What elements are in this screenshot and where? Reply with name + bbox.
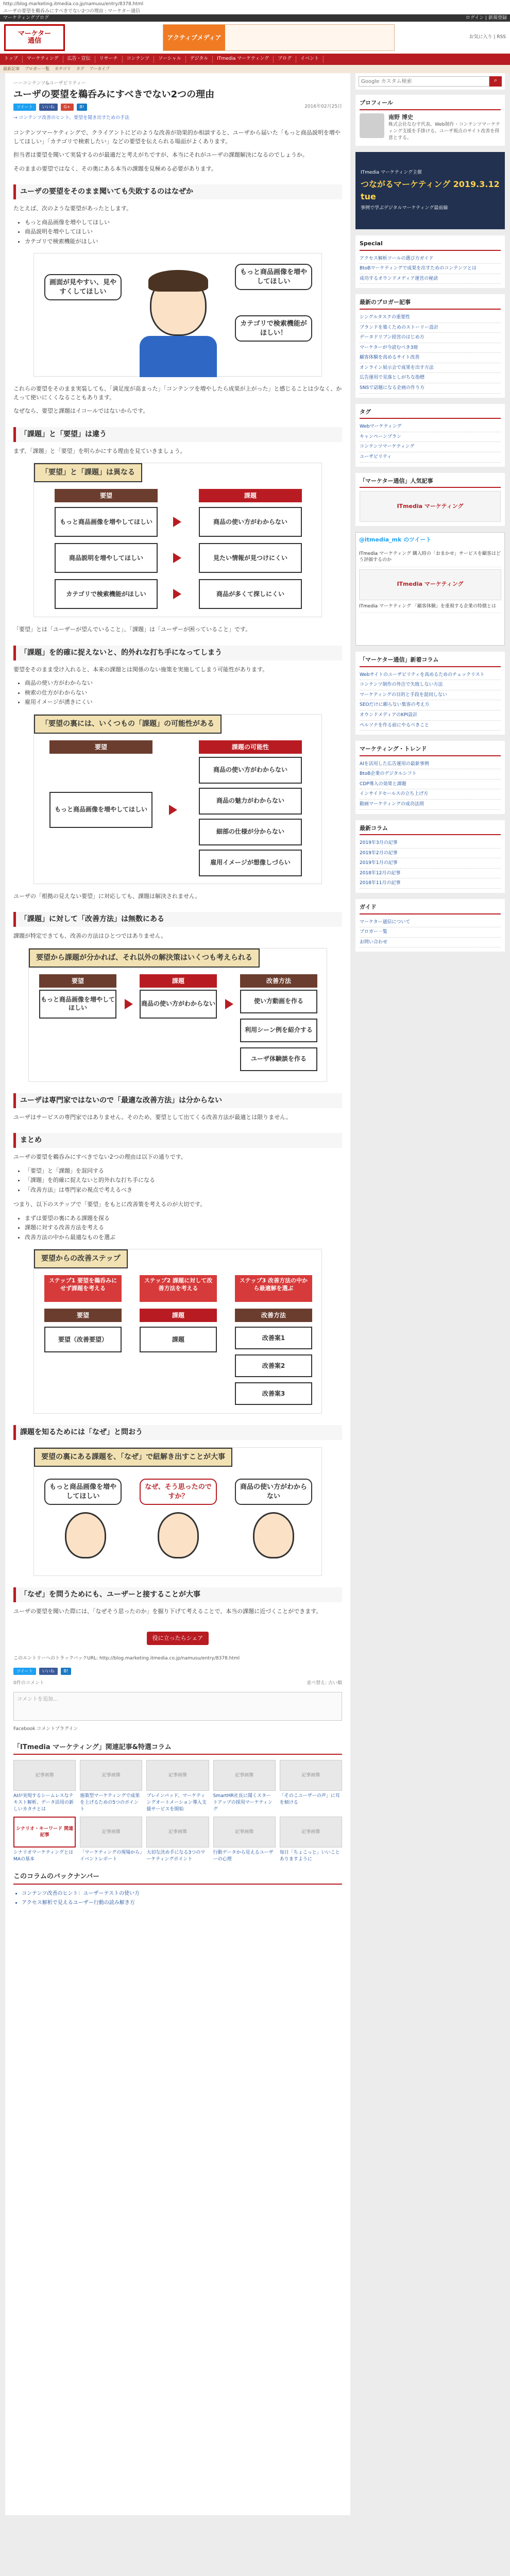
related-thumb: 記事画像 <box>213 1760 276 1791</box>
fix-cell: 改善案2 <box>235 1354 312 1377</box>
like-button[interactable]: いいね <box>39 1668 58 1675</box>
column-head: 課題 <box>140 1309 217 1322</box>
related-text: シナリオマーケティングとはMAの基本 <box>13 1850 74 1862</box>
column-head-issues: 課題 <box>199 489 302 502</box>
nav-item[interactable]: マーケティング <box>23 56 63 63</box>
column-link[interactable]: ペルソナを作る前にやるべきこと <box>360 721 501 731</box>
widget-title: Special <box>360 240 501 251</box>
issue-cell: 商品の使い方がわからない <box>140 990 217 1019</box>
list-item: • 「要望」と「課題」を混同する <box>25 1167 342 1176</box>
facebook-plugin[interactable]: Facebook コメントプラグイン <box>13 1726 78 1732</box>
fix-cell: 改善案1 <box>235 1327 312 1349</box>
related-thumb: 記事画像 <box>80 1760 142 1791</box>
trend-link[interactable]: BtoB企業のデジタルシフト <box>360 769 501 779</box>
related-item[interactable] <box>280 1760 342 1812</box>
related-thumb: 記事画像 <box>146 1817 209 1848</box>
want-cell: 要望（改善要望） <box>44 1327 122 1352</box>
subnav-item[interactable]: カテゴリ <box>55 66 71 71</box>
side-ad-big: つながるマーケティング 2019.3.12 tue <box>361 179 500 202</box>
list-item: • 「課題」を的確に捉えないと的外れな打ち手になる <box>25 1176 342 1185</box>
related-text: 大切な決め手になる3つのマーケティングポイント <box>146 1850 206 1862</box>
column-head-want: 要望 <box>49 740 152 754</box>
guide-widget <box>355 899 505 952</box>
figure-fix-methods <box>28 948 327 1082</box>
header-ad[interactable] <box>163 24 395 51</box>
gplus-button[interactable]: G+ <box>61 104 74 111</box>
paragraph: コンテンツマーケティングで、クライアントにどのような改善が効果的か相談すると、ユーザから届いた「もっと商品説明を増やしてほしい」「カテゴリで検索したい」などの要望を伝えられる場面がよくあります。 <box>13 129 341 145</box>
header-links[interactable]: お気に入り | RSS <box>469 35 506 40</box>
paragraph: ユーザの「根拠の見えない要望」に対応しても、課題は解決されません。 <box>13 892 201 900</box>
latest-link[interactable]: SNSで話題になる企画の作り方 <box>360 383 501 394</box>
archive-link[interactable]: 2018年11月の記事 <box>360 878 501 889</box>
arrow-right-icon <box>169 805 177 815</box>
figure-title: 要望から課題が分かれば、それ以外の解決策はいくつも考えられる <box>29 948 260 968</box>
nav-item[interactable]: トップ <box>0 56 23 63</box>
figure-improvement-steps <box>33 1249 322 1414</box>
latest-link[interactable]: ブランドを築くためのストーリー設計 <box>360 323 501 333</box>
section-heading: 「なぜ」を問うためにも、ユーザーと接することが大事 <box>13 1587 342 1602</box>
hatena-button[interactable]: B! <box>61 1668 72 1675</box>
figure-title: 要望からの改善ステップ <box>34 1249 128 1268</box>
column-head: 改善方法 <box>240 974 317 988</box>
related-text: 行動データから見えるユーザーの心理 <box>213 1850 274 1862</box>
section-heading: ユーザの要望をそのまま聞いても失敗するのはなぜか <box>13 184 342 199</box>
arrow-right-icon <box>173 517 181 527</box>
issue-list <box>25 679 342 707</box>
latest-widget <box>355 294 505 397</box>
fix-cell: 改善案3 <box>235 1382 312 1405</box>
search-icon[interactable]: ⌕ <box>489 76 502 87</box>
columns-widget <box>355 652 505 735</box>
paragraph: 課題が特定できても、改善の方法はひとつではありません。 <box>13 933 167 940</box>
section-heading: ユーザは専門家ではないので「最適な改善方法」は分からない <box>13 1093 342 1108</box>
site-header <box>0 22 510 54</box>
bubble: 商品の使い方がわからない <box>235 1479 312 1505</box>
related-text: 「マーケティングの現場から」イベントレポート <box>80 1850 142 1862</box>
related-item[interactable] <box>280 1817 342 1862</box>
related-text: 毎日「ちょこっと」いいことありますように <box>279 1850 340 1862</box>
archive-link[interactable]: 2019年2月の記事 <box>360 849 501 859</box>
column-head: 要望 <box>39 974 116 988</box>
list-item: • 検索の仕方がわからない <box>25 689 342 698</box>
back-numbers <box>13 1872 342 1907</box>
step-list <box>25 1214 342 1242</box>
top-strip <box>0 14 510 22</box>
paragraph: これらの要望をそのまま実装しても、「満足度が高まった」「コンテンツを増やしたら成果が上がった」と感じることは少なく、かえって使いにくくなることもあります。 <box>13 385 342 401</box>
special-link[interactable]: 成功するオウンドメディア運営の秘訣 <box>360 274 501 284</box>
paragraph: ユーザの要望を聞いた際には、「なぜそう思ったのか」を掘り下げて考えることで、本当の課題に近づくことができます。 <box>13 1608 322 1615</box>
related-item[interactable] <box>80 1760 142 1812</box>
nav-item[interactable]: コンテンツ <box>123 56 155 63</box>
comment-sort[interactable]: 並べ替え: 古い順 <box>307 1680 342 1686</box>
profile-name[interactable]: 南野 博史 <box>388 113 413 121</box>
browser-url[interactable]: http://blog.marketing.itmedia.co.jp/namusu/entry/8378.html <box>3 2 144 7</box>
related-item[interactable] <box>146 1760 209 1812</box>
related-item[interactable] <box>146 1817 209 1862</box>
subnav-item[interactable]: タグ <box>76 66 84 71</box>
tag-link[interactable]: コンテンツマーケティング <box>360 442 501 452</box>
section-heading: 「課題」に対して「改善方法」は無数にある <box>13 912 342 927</box>
widget-title: プロフィール <box>360 99 501 110</box>
section-heading: 「課題」と「要望」は違う <box>13 427 342 442</box>
widget-title: タグ <box>360 408 501 419</box>
figure-title: 要望の裏にある課題を、「なぜ」で紐解き出すことが大事 <box>34 1448 232 1467</box>
tag-line[interactable]: → コンテンツ改善のヒント、要望を聞き出すための手法 <box>13 115 130 121</box>
related-thumb: 記事画像 <box>213 1817 276 1848</box>
nav-item[interactable]: ソーシャル <box>154 56 186 63</box>
issue-cell: 見たい情報が見つけにくい <box>199 543 302 573</box>
figure-wants-vs-issues <box>33 463 322 617</box>
bubble: なぜ、そう思ったのですか？ <box>140 1479 217 1505</box>
paragraph: 要望をそのまま受け入れると、本来の課題とは関係のない施策を実施してしまう可能性があります。 <box>13 666 268 673</box>
sub-nav <box>0 65 510 73</box>
sidebar <box>355 73 505 958</box>
fix-cell: 利用シーン例を紹介する <box>240 1019 317 1042</box>
logo-line1: マーケター <box>18 29 52 38</box>
paragraph: そのままの要望ではなく、その奥にある本当の課題を見極める必要があります。 <box>13 165 217 172</box>
search-box <box>355 73 505 90</box>
arrow-right-icon <box>125 999 133 1009</box>
tweet-button[interactable]: ツイート <box>13 104 36 111</box>
issue-cell: 課題 <box>140 1327 217 1352</box>
latest-link[interactable]: データドリブン経営のはじめ方 <box>360 333 501 343</box>
archive-link[interactable]: 2018年12月の記事 <box>360 869 501 879</box>
related-thumb: シナリオ・キーワード 関連記事 <box>13 1817 76 1848</box>
paragraph: ユーザはサービスの専門家ではありません。そのため、要望として出てくる改善方法が最適とは限りません。 <box>13 1113 292 1121</box>
comments-header <box>13 1680 342 1687</box>
related-thumb: 記事画像 <box>13 1760 76 1791</box>
column-link[interactable]: オウンドメディアのKPI設計 <box>360 710 501 721</box>
main-nav <box>0 54 510 65</box>
step-box: ステップ1 要望を鵜呑みにせず課題を考える <box>44 1275 122 1302</box>
trend-link[interactable]: インサイドセールスの立ち上げ方 <box>360 789 501 800</box>
browser-bar <box>0 0 510 14</box>
section-heading: 「課題」を的確に捉えないと、的外れな打ち手になってしまう <box>13 646 342 660</box>
related-title: 「ITmedia マーケティング」関連記事&特選コラム <box>13 1742 342 1755</box>
fix-cell: 使い方動画を作る <box>240 990 317 1013</box>
browser-title: ユーザの要望を鵜呑みにすべきでない2つの理由 : マーケター通信 <box>3 8 140 14</box>
subnav-item[interactable]: アーカイブ <box>89 66 110 71</box>
related-thumb: 記事画像 <box>80 1817 142 1848</box>
related-text: AIが実現するシームレスなテキスト解析、データ活用の新しいカタチとは <box>13 1793 74 1812</box>
breadcrumb[interactable]: ーーコンテンツ&ユーザビリティー <box>13 81 86 86</box>
nav-item[interactable]: イベント <box>296 56 324 63</box>
section-heading: 課題を知るためには「なぜ」と問おう <box>13 1425 342 1440</box>
bubble: もっと商品画像を増やしてほしい <box>235 264 312 290</box>
nav-item[interactable]: リサーチ <box>95 56 123 63</box>
twitter-head[interactable]: @itmedia_mk のツイート <box>359 536 432 544</box>
list-item: • 「改善方法」は専門家の視点で考えるべき <box>25 1186 342 1195</box>
tag-link[interactable]: ユーザビリティ <box>360 452 501 463</box>
trend-widget <box>355 741 505 814</box>
want-cell: もっと商品画像を増やしてほしい <box>49 792 152 828</box>
tweet-button[interactable]: ツイート <box>13 1668 36 1675</box>
list-item: • 課題に対する改善方法を考える <box>25 1224 342 1232</box>
archive-link[interactable]: 2019年1月の記事 <box>360 858 501 869</box>
issue-cell: 雇用イメージが想像しづらい <box>199 850 302 876</box>
related-item[interactable] <box>213 1817 276 1862</box>
bubble: 画面が見やすい、見やすくしてほしい <box>44 274 122 300</box>
related-thumb: 記事画像 <box>146 1760 209 1791</box>
back-numbers-title: このコラムのバックナンバー <box>13 1872 342 1885</box>
related-text: ブレインパッド、マーケティングオートメーション導入支援サービスを開始 <box>146 1793 207 1812</box>
paragraph: つまり、以下のステップで「要望」をもとに改善策を考えるのが大切です。 <box>13 1201 206 1208</box>
paragraph: まず、「課題」と「要望」を明らかにする理由を見ていきましょう。 <box>13 447 186 454</box>
nav-item[interactable]: ITmedia マーケティング <box>213 56 274 63</box>
trackback-url[interactable]: このエントリーへのトラックバックURL: http://blog.marketing.itmedia.co.jp/namusu/entry/8378.html <box>13 1656 240 1662</box>
logo-line2: 通信 <box>27 37 41 45</box>
issue-cell: 商品の魅力がわからない <box>199 788 302 815</box>
step-box: ステップ2 課題に対して改善方法を考える <box>140 1275 217 1302</box>
subnav-item[interactable]: ブロガー一覧 <box>25 66 49 71</box>
ad-brand: アクティブメディア <box>163 25 225 50</box>
back-number-link[interactable]: • コンテンツ改善のヒント：ユーザーテストの使い方 <box>22 1890 342 1897</box>
side-ad[interactable] <box>355 152 505 229</box>
guide-link[interactable]: マーケター通信について <box>360 918 501 928</box>
special-link[interactable]: アクセス解析ツールの選び方ガイド <box>360 254 501 264</box>
issue-cell: 商品の使い方がわからない <box>199 757 302 784</box>
profile-widget <box>355 95 505 146</box>
itmedia-card[interactable]: ITmedia マーケティング <box>360 491 501 522</box>
figure-possible-issues <box>33 714 322 884</box>
side-ad-label: ITmedia マーケティング主催 <box>361 170 422 175</box>
ranking-widget <box>355 473 505 527</box>
side-ad-small: 事例で学ぶデジタルマーケティング最前線 <box>361 206 448 211</box>
column-link[interactable]: Webサイトのユーザビリティを高めるためのチェックリスト <box>360 670 501 681</box>
related-grid <box>13 1760 342 1862</box>
top-strip-left[interactable]: マーケティングブログ <box>3 15 49 21</box>
figure-user-requests <box>33 253 322 377</box>
site-logo[interactable] <box>4 24 65 51</box>
list-item: • 商品の使い方がわからない <box>25 679 342 688</box>
archive-widget <box>355 820 505 893</box>
column-link[interactable]: マーケティングの目的と手段を混同しない <box>360 690 501 701</box>
twitter-widget <box>355 532 505 646</box>
related-item[interactable] <box>13 1817 76 1862</box>
trend-link[interactable]: AIを活用した広告運用の最新事例 <box>360 759 501 770</box>
wants-list <box>25 218 342 246</box>
trend-link[interactable]: 動画マーケティングの成功法則 <box>360 800 501 810</box>
person-face-illustration <box>253 1512 294 1558</box>
column-head: 要望 <box>44 1309 122 1322</box>
comment-input[interactable]: コメントを追加... <box>13 1692 342 1721</box>
share-cta-button[interactable]: 役に立ったらシェア <box>147 1632 209 1646</box>
avatar <box>360 113 384 138</box>
widget-title: ガイド <box>360 903 501 914</box>
figure-title: 「要望」と「課題」は異なる <box>34 463 142 482</box>
post-date: 2016年02月25日 <box>304 104 342 110</box>
share-row <box>13 1668 342 1675</box>
step-box: ステップ3 改善方法の中から最適解を選ぶ <box>235 1275 312 1302</box>
person-hair-illustration <box>148 270 208 292</box>
list-item: • まずは要望の裏にある課題を探る <box>25 1214 342 1223</box>
want-cell: もっと商品画像を増やしてほしい <box>39 990 116 1019</box>
widget-title: マーケティング・トレンド <box>360 745 501 756</box>
trend-link[interactable]: CDP導入の効果と課題 <box>360 779 501 790</box>
archive-link[interactable]: 2019年3月の記事 <box>360 838 501 849</box>
want-cell: もっと商品画像を増やしてほしい <box>55 507 158 537</box>
tweet[interactable]: ITmedia マーケティング 「顧客体験」を重視する企業の特徴とは <box>359 600 501 614</box>
person-face-illustration <box>65 1512 106 1558</box>
paragraph: たとえば、次のような要望があったとします。 <box>13 205 132 212</box>
article <box>5 73 350 2515</box>
tag-link[interactable]: キャンペーンプラン <box>360 432 501 443</box>
fix-cell: ユーザ体験談を作る <box>240 1047 317 1071</box>
paragraph: ユーザの要望を鵜呑みにすべきでない2つの理由は以下の通りです。 <box>13 1154 186 1161</box>
arrow-right-icon <box>173 589 181 599</box>
guide-link[interactable]: お問い合わせ <box>360 938 501 948</box>
related-text: 施策型マーケティングで成果を上げるための5つのポイント <box>80 1793 140 1812</box>
figure-title: 「要望の裏には、いくつもの「課題」の可能性がある <box>34 715 222 734</box>
summary-list <box>25 1167 342 1195</box>
search-input[interactable] <box>359 76 489 87</box>
latest-link[interactable]: 広告運用で見落としがちな指標 <box>360 373 501 383</box>
latest-link[interactable]: オンライン展示会で成果を出す方法 <box>360 363 501 374</box>
section-heading: まとめ <box>13 1133 342 1148</box>
share-meta <box>13 104 342 111</box>
list-item: • 改善方法の中から最適なものを選ぶ <box>25 1233 342 1242</box>
issue-cell: 商品が多くて探しにくい <box>199 579 302 609</box>
paragraph: 担当者は要望を聞いて実装するのが最適だと考えがちですが、本当にそれがユーザの課題解決になるのでしょうか。 <box>13 151 308 159</box>
latest-link[interactable]: シングルタスクの重要性 <box>360 313 501 323</box>
column-link[interactable]: コンテンツ制作の外注で失敗しない方法 <box>360 680 501 690</box>
want-cell: カテゴリで検索機能がほしい <box>55 579 158 609</box>
special-link[interactable]: BtoBマーケティングで成果を出すためのコンテンツとは <box>360 264 501 274</box>
share-cta <box>147 1632 209 1646</box>
list-item: • 商品説明を増やしてほしい <box>25 228 342 236</box>
nav-item[interactable]: ブログ <box>274 56 296 63</box>
article-title: ユーザの要望を鵜呑みにすべきでない2つの理由 <box>13 89 215 100</box>
related-item[interactable] <box>80 1817 142 1862</box>
widget-title: 最新コラム <box>360 824 501 836</box>
related-item[interactable] <box>213 1760 276 1812</box>
person-body-illustration <box>140 336 217 377</box>
column-head-issues: 課題の可能性 <box>199 740 302 754</box>
guide-link[interactable]: ブロガー一覧 <box>360 927 501 938</box>
bubble: カテゴリで検索機能がほしい！ <box>235 315 312 342</box>
arrow-right-icon <box>173 553 181 563</box>
issue-cell: 細部の仕様が分からない <box>199 819 302 845</box>
tags-widget <box>355 404 505 467</box>
want-cell: 商品説明を増やしてほしい <box>55 543 158 573</box>
top-strip-right[interactable]: ログイン | 新規登録 <box>465 15 507 21</box>
figure-ask-why <box>33 1447 322 1576</box>
column-head: 課題 <box>140 974 217 988</box>
list-item: • 雇用イメージが湧きにくい <box>25 698 342 707</box>
column-link[interactable]: SEOだけに頼らない集客の考え方 <box>360 700 501 710</box>
list-item: • カテゴリで検索機能がほしい <box>25 238 342 246</box>
widget-title: 「マーケター通信」人気記事 <box>360 477 501 488</box>
issue-cell: 商品の使い方がわからない <box>199 507 302 537</box>
tweet[interactable]: ITmedia マーケティング 購入時の「おまかせ」サービスを顧客はどう評価するのか <box>359 548 501 567</box>
list-item: • もっと商品画像を増やしてほしい <box>25 218 342 227</box>
related-text: SmartHR社長に聞くスタートアップの採用マーケティング <box>213 1793 273 1812</box>
person-face-illustration <box>158 1512 199 1558</box>
related-thumb: 記事画像 <box>280 1817 342 1848</box>
hatena-button[interactable]: B! <box>77 104 88 111</box>
paragraph: 「要望」とは「ユーザーが望んでいること」、「課題」は「ユーザーが困っていること」です。 <box>13 626 251 633</box>
latest-link[interactable]: 顧客体験を高めるサイト改善 <box>360 353 501 363</box>
widget-title: 「マーケター通信」新着コラム <box>360 656 501 667</box>
special-widget <box>355 235 505 288</box>
widget-title: 最新のブロガー記事 <box>360 298 501 310</box>
column-head-wants: 要望 <box>55 489 158 502</box>
column-head: 改善方法 <box>235 1309 312 1322</box>
tag-link[interactable]: Webマーケティング <box>360 422 501 432</box>
subnav-item[interactable]: 最新記事 <box>3 66 20 71</box>
tweet-card[interactable]: ITmedia マーケティング <box>359 569 501 600</box>
comment-count: 0件のコメント <box>13 1680 44 1686</box>
paragraph: なぜなら、要望と課題はイコールではないからです。 <box>13 408 149 415</box>
bubble: もっと商品画像を増やしてほしい <box>44 1479 122 1505</box>
related-text: 「そのこユーザーの声」に耳を傾ける <box>279 1793 340 1805</box>
arrow-right-icon <box>225 999 233 1009</box>
back-number-link[interactable]: • アクセス解析で見えるユーザー行動の読み解き方 <box>22 1899 342 1907</box>
nav-item[interactable]: デジタル <box>186 56 213 63</box>
like-button[interactable]: いいね <box>39 104 58 111</box>
related-item[interactable] <box>13 1760 76 1812</box>
related-thumb: 記事画像 <box>280 1760 342 1791</box>
latest-link[interactable]: マーケターが今読むべき3冊 <box>360 343 501 353</box>
profile-desc: 株式会社なむす代表。Web制作・コンテンツマーケティング支援を手掛ける。ユーザ視点のサイト改善を得意とする。 <box>388 122 500 141</box>
nav-item[interactable]: 広告・宣伝 <box>63 56 95 63</box>
